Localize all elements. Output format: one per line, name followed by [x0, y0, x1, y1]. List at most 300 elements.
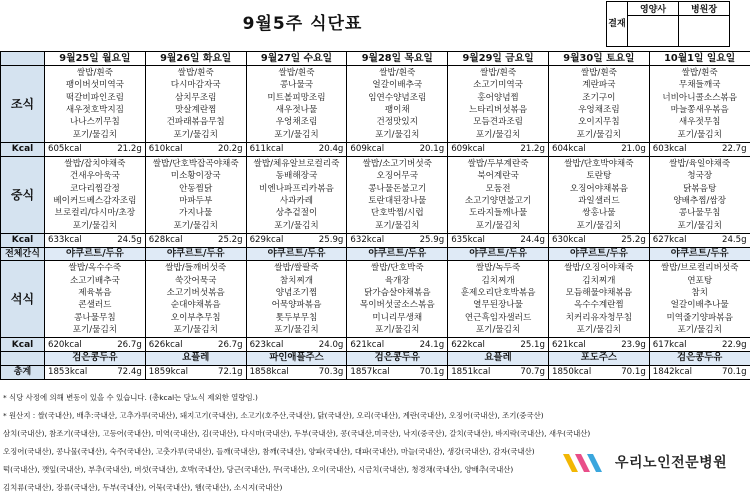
menu-dish: 오징어야채볶음 [549, 183, 649, 195]
nutrition-values [347, 234, 447, 246]
menu-dish: 쌀밥/흰죽 [247, 67, 347, 79]
menu-dish: 포기/물김치 [448, 324, 548, 336]
protein-value: 20.4g [319, 143, 344, 155]
snack-cell: 요플레 [448, 352, 549, 365]
menu-dish: 콩나물돈불고기 [347, 183, 447, 195]
approval-role-dietitian: 영양사 [628, 2, 679, 16]
approval-role-director: 병원장 [679, 2, 730, 16]
menu-dish: 마늘쫑새우볶음 [650, 104, 750, 116]
menu-dish: 참치 [650, 287, 750, 299]
dinner-menu-cell [448, 261, 549, 338]
menu-dish: 포기/물김치 [146, 129, 246, 141]
menu-dish: 가지나물 [146, 207, 246, 219]
dinner-kcal-row-cell [45, 338, 146, 352]
lunch-kcal-row-cell [145, 234, 246, 248]
menu-dish: 마파두부 [146, 195, 246, 207]
lunch-label: 중식 [1, 157, 45, 234]
nutrition-values [247, 143, 347, 155]
breakfast-kcal-row-cell [347, 143, 448, 157]
approval-sign-director[interactable] [679, 16, 730, 47]
menu-dish: 쌀밥/쌀팔죽 [247, 262, 347, 274]
menu-dish: 얼갈이배추국 [347, 79, 447, 91]
menu-dish: 토란탕 [549, 170, 649, 182]
menu-dish: 안동찜닭 [146, 183, 246, 195]
nutrition-values [650, 366, 750, 378]
menu-dish: 모둠전 [448, 183, 548, 195]
menu-dish: 쌀밥/흰죽 [448, 67, 548, 79]
menu-dish: 나나스끼무침 [45, 116, 145, 128]
menu-dish: 포기/물김치 [146, 220, 246, 232]
kcal-value: 611kcal [250, 143, 284, 155]
menu-dish: 단호박찜/시럽 [347, 207, 447, 219]
menu-dish: 오이지무침 [549, 116, 649, 128]
menu-dish: 순대야채볶음 [146, 299, 246, 311]
nutrition-values [549, 143, 649, 155]
menu-dish: 동배해장국 [247, 170, 347, 182]
menu-dish: 모듬견과조림 [448, 116, 548, 128]
snack-cell: 파인애플주스 [246, 352, 347, 365]
snack-cell: 야쿠르트/두유 [45, 248, 146, 261]
kcal-value: 1859kcal [149, 366, 188, 378]
note-line: 김치류(국내산), 장류(국내산), 두부(국내산), 어묵(국내산), 햄(국내산), 소시지(국내산) [3, 479, 603, 497]
dinner-menu-cell [347, 261, 448, 338]
dinner-row [1, 261, 750, 338]
day-header: 9월26일 화요일 [145, 52, 246, 66]
dinner-menu-cell [649, 261, 750, 338]
menu-dish: 과일샐러드 [549, 195, 649, 207]
nutrition-values [448, 366, 548, 378]
menu-dish: 쌀밥/흰죽 [549, 67, 649, 79]
breakfast-menu-cell [246, 66, 347, 143]
note-line: * 식당 사정에 의해 변동이 있을 수 있습니다. (총kcal는 당뇨식 제외한 열량임.) [3, 389, 603, 407]
menu-dish: 팽이채 [347, 104, 447, 116]
menu-dish: 건새우아욱국 [45, 170, 145, 182]
menu-dish: 계란파국 [549, 79, 649, 91]
snack-cell: 야쿠르트/두유 [448, 248, 549, 261]
menu-dish: 포기/물김치 [247, 129, 347, 141]
kcal-value: 1851kcal [451, 366, 490, 378]
lunch-menu-cell [145, 157, 246, 234]
menu-dish: 쌀밥/오징어야채죽 [549, 262, 649, 274]
evening-snack-row [1, 352, 750, 365]
snack-cell: 야쿠르트/두유 [548, 248, 649, 261]
snack-cell: 요플레 [145, 352, 246, 365]
snack-cell: 야쿠르트/두유 [145, 248, 246, 261]
lunch-kcal-row-cell [347, 234, 448, 248]
hospital-logo [560, 448, 750, 476]
menu-dish: 옥수수계란찜 [549, 299, 649, 311]
menu-dish: 포기/물김치 [45, 220, 145, 232]
nutrition-values [146, 234, 246, 246]
menu-dish: 북어계란국 [448, 170, 548, 182]
menu-dish: 훈제오리단호박볶음 [448, 287, 548, 299]
menu-dish: 소고기미역국 [448, 79, 548, 91]
menu-dish: 포기/물김치 [650, 220, 750, 232]
menu-dish: 쑥갓어묵국 [146, 275, 246, 287]
kcal-value: 635kcal [451, 234, 485, 246]
day-header: 9월27일 수요일 [246, 52, 347, 66]
day-header: 9월28일 목요일 [347, 52, 448, 66]
menu-dish: 톳두부무침 [247, 312, 347, 324]
dinner-kcal-row [1, 338, 750, 352]
total-row-label: 총계 [1, 365, 45, 379]
kcal-value: 623kcal [250, 339, 284, 351]
menu-dish: 쌀밥/옥수수죽 [45, 262, 145, 274]
lunch-kcal-row-cell [548, 234, 649, 248]
menu-dish: 쌍홍나물 [549, 207, 649, 219]
kcal-value: 604kcal [552, 143, 586, 155]
breakfast-kcal-row-cell [145, 143, 246, 157]
dinner-kcal-row-cell [145, 338, 246, 352]
kcal-value: 633kcal [48, 234, 82, 246]
menu-dish: 쌀밥/브로컬리버섯죽 [650, 262, 750, 274]
protein-value: 20.2g [218, 143, 243, 155]
menu-dish: 포기/물김치 [448, 220, 548, 232]
menu-dish: 사과카레 [247, 195, 347, 207]
nutrition-values [347, 366, 447, 378]
protein-value: 70.7g [520, 366, 545, 378]
menu-table [0, 51, 750, 380]
header [0, 0, 750, 50]
kcal-value: 629kcal [250, 234, 284, 246]
day-header-row [1, 52, 750, 66]
menu-dish: 느타리버섯볶음 [448, 104, 548, 116]
menu-dish: 오이부추무침 [146, 312, 246, 324]
menu-dish: 쌀밥/체유알브로컬리죽 [247, 158, 347, 170]
menu-dish: 닭볶음탕 [650, 183, 750, 195]
menu-dish: 소고기양면불고기 [448, 195, 548, 207]
menu-dish: 토란대된장나물 [347, 195, 447, 207]
corner-cell [1, 52, 45, 66]
menu-dish: 오징어무국 [347, 170, 447, 182]
note-line: * 원산지 : 쌀(국내산), 배추:국내산, 고추가루(국내산), 돼지고기(국내산), 소고기(호주산,국내산), 닭(국내산), 오리(국내산), 계란(국내산), 오징어(국내산), 조기(중국산) [3, 407, 603, 425]
nutrition-values [448, 234, 548, 246]
menu-dish: 포기/물김치 [549, 324, 649, 336]
menu-dish: 맛살계란찜 [146, 104, 246, 116]
lunch-kcal-row-cell [246, 234, 347, 248]
menu-dish: 참치찌개 [247, 275, 347, 287]
menu-dish: 콩나물무침 [45, 312, 145, 324]
menu-dish: 쌀밥/잡치야채죽 [45, 158, 145, 170]
menu-dish: 쌀밥/소고기버섯죽 [347, 158, 447, 170]
approval-label: 결재 [607, 2, 628, 47]
lunch-menu-cell [548, 157, 649, 234]
menu-dish: 상추겉절이 [247, 207, 347, 219]
menu-dish: 소고기배추국 [45, 275, 145, 287]
snack-cell: 검은콩두유 [649, 352, 750, 365]
breakfast-kcal-row-cell [246, 143, 347, 157]
menu-dish: 쌀밥/흰죽 [146, 67, 246, 79]
menu-dish: 포기/물김치 [549, 220, 649, 232]
dinner-kcal-row-cell [548, 338, 649, 352]
menu-dish: 미소황이장국 [146, 170, 246, 182]
menu-dish: 소고기버섯볶음 [146, 287, 246, 299]
snack-cell: 검은콩두유 [347, 352, 448, 365]
dinner-menu-cell [548, 261, 649, 338]
menu-dish: 콘샐러드 [45, 299, 145, 311]
menu-dish: 삼치무조림 [146, 92, 246, 104]
snack-cell: 야쿠르트/두유 [246, 248, 347, 261]
nutrition-values [650, 143, 750, 155]
menu-dish: 쌀밥/녹두죽 [448, 262, 548, 274]
menu-dish: 떡갈비파인조림 [45, 92, 145, 104]
lunch-row [1, 157, 750, 234]
menu-dish: 청국장 [650, 170, 750, 182]
menu-dish: 치커리유자청무침 [549, 312, 649, 324]
protein-value: 26.7g [218, 339, 243, 351]
protein-value: 20.1g [420, 143, 445, 155]
nutrition-values [45, 143, 145, 155]
kcal-value: 630kcal [552, 234, 586, 246]
menu-dish: 쌀밥/흰죽 [650, 67, 750, 79]
lunch-kcal-row [1, 234, 750, 248]
menu-dish: 무채들깨국 [650, 79, 750, 91]
protein-value: 25.2g [621, 234, 646, 246]
menu-dish: 포기/물김치 [650, 129, 750, 141]
protein-value: 24.5g [722, 234, 747, 246]
menu-dish: 쌀밥/단호박잡곡야채죽 [146, 158, 246, 170]
approval-box [606, 1, 730, 47]
menu-dish: 홍어양념찜 [448, 92, 548, 104]
menu-dish: 포기/물김치 [448, 129, 548, 141]
protein-value: 22.9g [722, 339, 747, 351]
menu-dish: 어묵양파볶음 [247, 299, 347, 311]
menu-dish: 팽이버섯미역국 [45, 79, 145, 91]
menu-dish: 우엉채조림 [549, 104, 649, 116]
nutrition-values [650, 339, 750, 351]
dinner-menu-cell [145, 261, 246, 338]
menu-dish: 포기/물김치 [45, 129, 145, 141]
menu-dish: 포기/물김치 [45, 324, 145, 336]
menu-dish: 베이커드베스감자조림 [45, 195, 145, 207]
menu-dish: 포기/물김치 [347, 220, 447, 232]
menu-dish: 쌀밥/들깨버섯죽 [146, 262, 246, 274]
menu-dish: 건정맛있지 [347, 116, 447, 128]
menu-dish: 육개장 [347, 275, 447, 287]
menu-dish: 새우젓나물 [247, 104, 347, 116]
total-row-cell [448, 365, 549, 379]
menu-dish: 콩나물국 [247, 79, 347, 91]
note-line: 삼치(국내산), 참조기(국내산), 고등어(국내산), 미역(국내산), 김(국내산), 다시마(국내산), 두부(국내산), 콩(국내산,미국산), 낙지(중국산), 갈치(국내산), 바지락(국내산), 새우(국내산) [3, 425, 603, 443]
menu-dish: 포기/물김치 [247, 324, 347, 336]
breakfast-kcal-row-label: Kcal [1, 143, 45, 157]
breakfast-menu-cell [347, 66, 448, 143]
dinner-kcal-row-label: Kcal [1, 338, 45, 352]
dinner-menu-cell [246, 261, 347, 338]
menu-dish: 쌀밥/육일야채죽 [650, 158, 750, 170]
menu-dish: 미니리무생채 [347, 312, 447, 324]
nutrition-values [45, 366, 145, 378]
lunch-menu-cell [649, 157, 750, 234]
protein-value: 22.7g [722, 143, 747, 155]
kcal-value: 627kcal [653, 234, 687, 246]
nutrition-values [448, 143, 548, 155]
page-title: 9월5주 식단표 [0, 0, 605, 50]
menu-dish: 김치찌개 [448, 275, 548, 287]
lunch-kcal-row-cell [649, 234, 750, 248]
lunch-menu-cell [448, 157, 549, 234]
protein-value: 24.1g [420, 339, 445, 351]
snack-cell: 검은콩두유 [45, 352, 146, 365]
breakfast-kcal-row-cell [649, 143, 750, 157]
lunch-menu-cell [347, 157, 448, 234]
menu-dish: 포기/물김치 [549, 129, 649, 141]
menu-dish: 우엉채조림 [247, 116, 347, 128]
protein-value: 24.5g [117, 234, 142, 246]
protein-value: 70.1g [621, 366, 646, 378]
protein-value: 21.2g [520, 143, 545, 155]
protein-value: 25.9g [319, 234, 344, 246]
lunch-kcal-row-cell [45, 234, 146, 248]
menu-dish: 브로컬리/다시마/초장 [45, 207, 145, 219]
breakfast-kcal-row [1, 143, 750, 157]
menu-dish: 너비아니콜소스볶음 [650, 92, 750, 104]
evening-snack-row-label [1, 352, 45, 365]
kcal-value: 1850kcal [552, 366, 591, 378]
total-row [1, 365, 750, 379]
menu-dish: 쌀밥/단호박죽 [347, 262, 447, 274]
menu-dish: 쌀밥/흰죽 [347, 67, 447, 79]
kcal-value: 628kcal [149, 234, 183, 246]
menu-dish: 도라지들깨나물 [448, 207, 548, 219]
menu-dish: 조기구이 [549, 92, 649, 104]
kcal-value: 622kcal [451, 339, 485, 351]
menu-dish: 새우젓호박지짐 [45, 104, 145, 116]
day-header: 9월30일 토요일 [548, 52, 649, 66]
kcal-value: 605kcal [48, 143, 82, 155]
hospital-name: 우리노인전문병원 [615, 452, 727, 472]
lunch-menu-cell [45, 157, 146, 234]
nutrition-values [650, 234, 750, 246]
day-header: 9월29일 금요일 [448, 52, 549, 66]
menu-dish: 코다리찜갈정 [45, 183, 145, 195]
menu-dish: 쌀밥/단호박야채죽 [549, 158, 649, 170]
menu-dish: 포기/물김치 [650, 324, 750, 336]
menu-dish: 양배추찜/쌈장 [650, 195, 750, 207]
nutrition-values [549, 339, 649, 351]
nutrition-values [45, 234, 145, 246]
note-line: 떡(국내산), 깻잎(국내산), 부추(국내산), 버섯(국내산), 호박(국내산), 당근(국내산), 무(국내산), 오이(국내산), 시금치(국내산), 청경채(국내산), 양배추(국내산) [3, 461, 603, 479]
nutrition-values [549, 366, 649, 378]
total-row-cell [548, 365, 649, 379]
breakfast-kcal-row-cell [45, 143, 146, 157]
breakfast-menu-cell [448, 66, 549, 143]
dinner-kcal-row-cell [649, 338, 750, 352]
protein-value: 25.2g [218, 234, 243, 246]
menu-dish: 미트볼피망조림 [247, 92, 347, 104]
protein-value: 26.7g [117, 339, 142, 351]
menu-dish: 얼갈이배추나물 [650, 299, 750, 311]
menu-dish: 모듬해물야채볶음 [549, 287, 649, 299]
menu-dish: 포기/물김치 [347, 324, 447, 336]
nutrition-values [347, 143, 447, 155]
snack-row [1, 248, 750, 261]
breakfast-menu-cell [548, 66, 649, 143]
kcal-value: 632kcal [350, 234, 384, 246]
lunch-menu-cell [246, 157, 347, 234]
breakfast-row [1, 66, 750, 143]
nutrition-values [347, 339, 447, 351]
hospital-logo-icon [560, 450, 610, 476]
kcal-value: 603kcal [653, 143, 687, 155]
menu-dish: 쌀밥/두부계란죽 [448, 158, 548, 170]
nutrition-values [146, 366, 246, 378]
total-row-cell [45, 365, 146, 379]
menu-dish: 목이버섯굴소스볶음 [347, 299, 447, 311]
kcal-value: 609kcal [350, 143, 384, 155]
kcal-value: 610kcal [149, 143, 183, 155]
menu-dish: 양념조기찜 [247, 287, 347, 299]
kcal-value: 626kcal [149, 339, 183, 351]
protein-value: 72.4g [117, 366, 142, 378]
menu-dish: 포기/물김치 [247, 220, 347, 232]
nutrition-values [247, 339, 347, 351]
nutrition-values [549, 234, 649, 246]
dinner-kcal-row-cell [347, 338, 448, 352]
approval-sign-dietitian[interactable] [628, 16, 679, 47]
protein-value: 70.1g [722, 366, 747, 378]
breakfast-label: 조식 [1, 66, 45, 143]
day-header: 9월25일 월요일 [45, 52, 146, 66]
kcal-value: 1858kcal [250, 366, 289, 378]
kcal-value: 1842kcal [653, 366, 692, 378]
menu-dish: 새우젓무침 [650, 116, 750, 128]
menu-dish: 비엔나파프리카볶음 [247, 183, 347, 195]
snack-cell: 야쿠르트/두유 [347, 248, 448, 261]
breakfast-kcal-row-cell [548, 143, 649, 157]
menu-dish: 포기/물김치 [347, 129, 447, 141]
dinner-kcal-row-cell [448, 338, 549, 352]
kcal-value: 609kcal [451, 143, 485, 155]
nutrition-values [247, 234, 347, 246]
protein-value: 24.0g [319, 339, 344, 351]
breakfast-menu-cell [649, 66, 750, 143]
snack-row-label: 전체간식 [1, 248, 45, 261]
protein-value: 70.3g [319, 366, 344, 378]
nutrition-values [247, 366, 347, 378]
total-row-cell [246, 365, 347, 379]
lunch-kcal-row-cell [448, 234, 549, 248]
kcal-value: 1853kcal [48, 366, 87, 378]
nutrition-values [448, 339, 548, 351]
menu-dish: 콩나물무침 [650, 207, 750, 219]
kcal-value: 617kcal [653, 339, 687, 351]
protein-value: 25.9g [420, 234, 445, 246]
menu-dish: 연근흑임자샐러드 [448, 312, 548, 324]
snack-cell: 야쿠르트/두유 [649, 248, 750, 261]
menu-dish: 다시마감자국 [146, 79, 246, 91]
protein-value: 23.9g [621, 339, 646, 351]
protein-value: 21.2g [117, 143, 142, 155]
menu-dish: 건파래볶음무침 [146, 116, 246, 128]
menu-dish: 열무된장나물 [448, 299, 548, 311]
kcal-value: 1857kcal [350, 366, 389, 378]
menu-dish: 연포탕 [650, 275, 750, 287]
day-header: 10월1일 일요일 [649, 52, 750, 66]
protein-value: 21.0g [621, 143, 646, 155]
breakfast-menu-cell [45, 66, 146, 143]
total-row-cell [145, 365, 246, 379]
lunch-kcal-row-label: Kcal [1, 234, 45, 248]
menu-dish: 쌀밥/흰죽 [45, 67, 145, 79]
protein-value: 70.1g [420, 366, 445, 378]
kcal-value: 621kcal [552, 339, 586, 351]
note-line: 오징어(국내산), 콩나물(국내산), 숙주(국내산), 고춧가루(국내산), 들깨(국내산), 참깨(국내산), 양파(국내산), 대파(국내산), 마늘(국내산), 생강(국내산), 감자(국내산) [3, 443, 603, 461]
dinner-kcal-row-cell [246, 338, 347, 352]
menu-dish: 제육볶음 [45, 287, 145, 299]
breakfast-kcal-row-cell [448, 143, 549, 157]
dinner-label: 석식 [1, 261, 45, 338]
